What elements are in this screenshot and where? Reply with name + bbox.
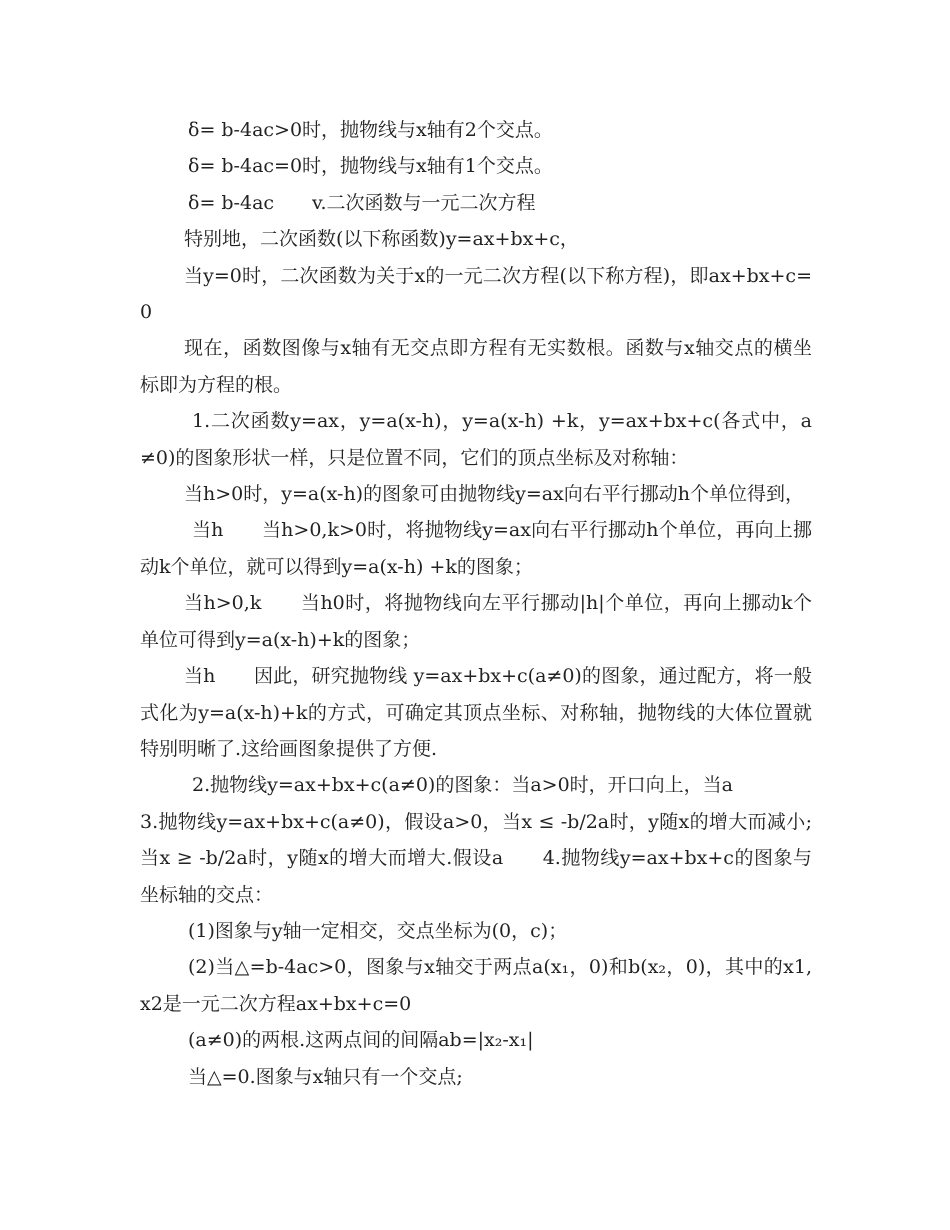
paragraph: 当h 因此，研究抛物线 y=ax+bx+c(a≠0)的图象，通过配方，将一般式化为y=a(x-h)+k的方式，可确定其顶点坐标、对称轴，抛物线的大体位置就特别明晰了.这给画图象提供了方便.	[140, 665, 812, 760]
paragraph: 当h 当h>0,k>0时，将抛物线y=ax向右平行挪动h个单位，再向上挪动k个单位，就可以得到y=a(x-h) +k的图象；	[140, 519, 812, 578]
paragraph: 当y=0时，二次函数为关于x的一元二次方程(以下称方程)，即ax+bx+c=0	[140, 264, 812, 324]
paragraph: 特别地，二次函数(以下称函数)y=ax+bx+c，	[184, 228, 579, 251]
paragraph: 1.二次函数y=ax，y=a(x-h)，y=a(x-h) +k，y=ax+bx+c(各式中，a≠0)的图象形状一样，只是位置不同，它们的顶点坐标及对称轴：	[140, 410, 812, 469]
paragraph: 当△=0.图象与x轴只有一个交点;	[188, 1065, 463, 1088]
paragraph: (a≠0)的两根.这两点间的间隔ab=|x₂-x₁|	[188, 1029, 534, 1052]
paragraph: (2)当△=b-4ac>0，图象与x轴交于两点a(x₁，0)和b(x₂，0)，其中的x1,x2是一元二次方程ax+bx+c=0	[140, 956, 812, 1015]
paragraph: 2.抛物线y=ax+bx+c(a≠0)的图象：当a>0时，开口向上，当a	[192, 774, 734, 797]
paragraph: (1)图象与y轴一定相交，交点坐标为(0，c)；	[188, 919, 568, 942]
paragraph: δ= b-4ac=0时，抛物线与x轴有1个交点。	[188, 155, 553, 178]
paragraph: 当h>0时，y=a(x-h)的图象可由抛物线y=ax向右平行挪动h个单位得到，	[184, 483, 805, 506]
paragraph: δ= b-4ac>0时，抛物线与x轴有2个交点。	[188, 119, 553, 141]
paragraph: 现在，函数图像与x轴有无交点即方程有无实数根。函数与x轴交点的横坐标即为方程的根。	[140, 337, 812, 396]
paragraph: 当h>0,k 当h0时，将抛物线向左平行挪动|h|个单位，再向上挪动k个单位可得到y=a(x-h)+k的图象；	[140, 592, 812, 651]
document-body	[140, 112, 812, 1095]
paragraph: δ= b-4ac v.二次函数与一元二次方程	[188, 191, 536, 214]
paragraph: 3.抛物线y=ax+bx+c(a≠0)，假设a>0，当x ≤ -b/2a时，y随x的增大而减小;当x ≥ -b/2a时，y随x的增大而增大.假设a 4.抛物线y=ax+bx+c的图象与坐标轴的交点：	[140, 810, 812, 906]
